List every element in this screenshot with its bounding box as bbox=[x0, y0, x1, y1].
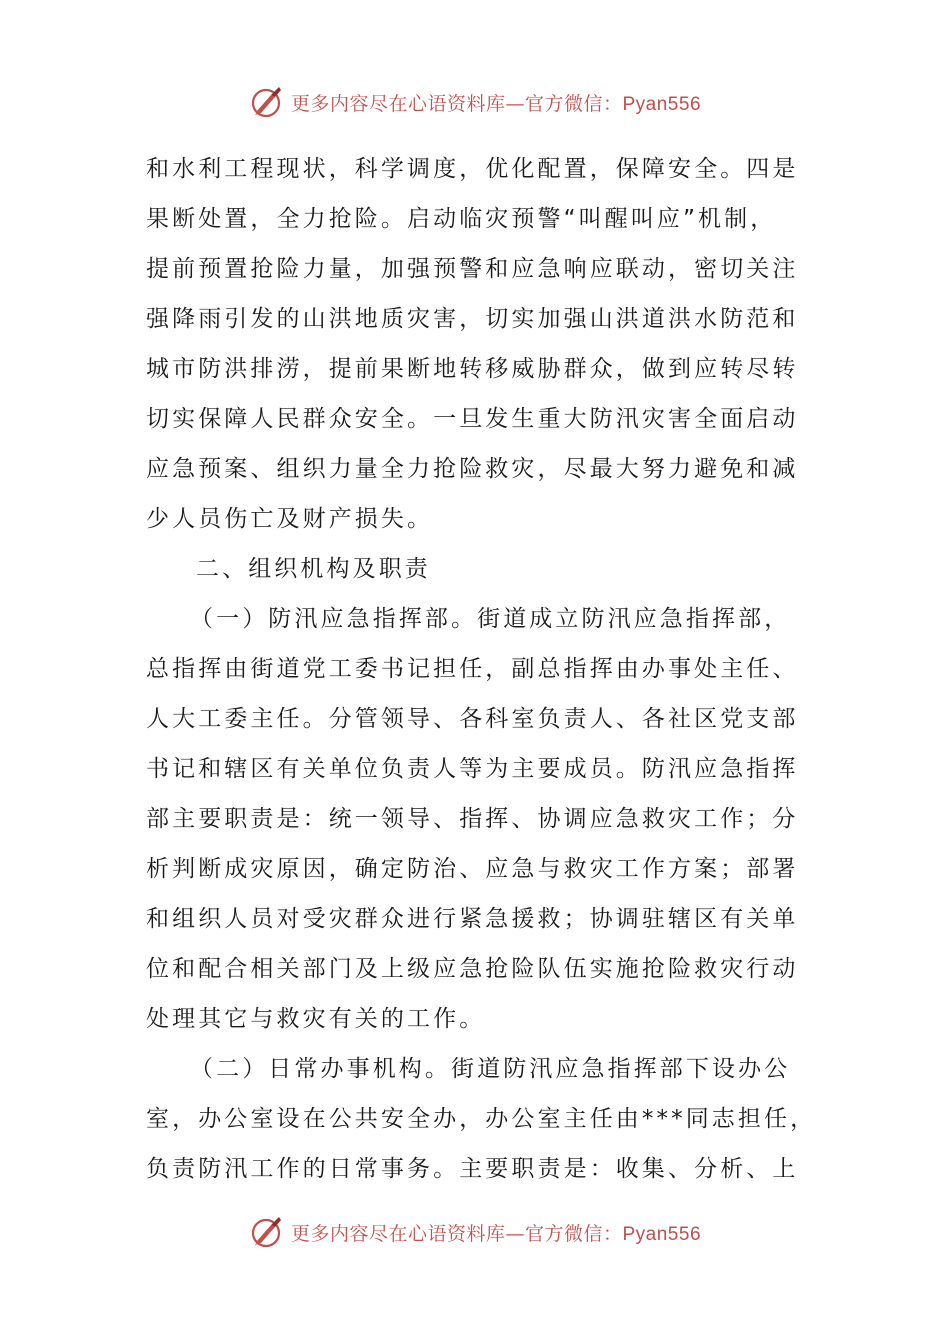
paragraph-line: 少人员伤亡及财产损失。 bbox=[146, 506, 434, 532]
section-heading: 二、组织机构及职责 bbox=[196, 556, 431, 582]
watermark-text: 更多内容尽在心语资料库—官方微信：Pyan556 bbox=[290, 1222, 702, 1245]
document-body bbox=[146, 144, 817, 1194]
wechat-id: Pyan556 bbox=[622, 93, 702, 115]
paragraph-line: 城市防洪排涝，提前果断地转移威胁群众，做到应转尽转 bbox=[146, 356, 799, 382]
paragraph-line: 书记和辖区有关单位负责人等为主要成员。防汛应急指挥 bbox=[146, 756, 799, 782]
paragraph-line: 位和配合相关部门及上级应急抢险队伍实施抢险救灾行动 bbox=[146, 956, 799, 982]
paragraph-line: 总指挥由街道党工委书记担任，副总指挥由办事处主任、 bbox=[146, 656, 799, 682]
paragraph-line: 室，办公室设在公共安全办，办公室主任由***同志担任， bbox=[146, 1106, 817, 1132]
paragraph-line: 负责防汛工作的日常事务。主要职责是：收集、分析、上 bbox=[146, 1156, 799, 1182]
paragraph-line: 部主要职责是：统一领导、指挥、协调应急救灾工作；分 bbox=[146, 806, 799, 832]
paragraph-line: 人大工委主任。分管领导、各科室负责人、各社区党支部 bbox=[146, 706, 799, 732]
pen-circle-logo-icon bbox=[249, 84, 285, 120]
paragraph-line: 果断处置，全力抢险。启动临灾预警“叫醒叫应”机制， bbox=[146, 206, 777, 232]
paragraph-line: （一）防汛应急指挥部。街道成立防汛应急指挥部， bbox=[190, 606, 791, 632]
footer-watermark bbox=[0, 1212, 950, 1252]
paragraph-line: 切实保障人民群众安全。一旦发生重大防汛灾害全面启动 bbox=[146, 406, 799, 432]
watermark-text: 更多内容尽在心语资料库—官方微信：Pyan556 bbox=[290, 92, 702, 115]
pen-circle-logo-icon bbox=[249, 1214, 285, 1250]
paragraph-line: 和水利工程现状，科学调度，优化配置，保障安全。四是 bbox=[146, 156, 799, 182]
paragraph-line: 析判断成灾原因，确定防治、应急与救灾工作方案；部署 bbox=[146, 856, 799, 882]
paragraph-line: 强降雨引发的山洪地质灾害，切实加强山洪道洪水防范和 bbox=[146, 306, 799, 332]
paragraph-line: 和组织人员对受灾群众进行紧急援救；协调驻辖区有关单 bbox=[146, 906, 799, 932]
header-watermark bbox=[0, 82, 950, 122]
paragraph-line: 应急预案、组织力量全力抢险救灾，尽最大努力避免和减 bbox=[146, 456, 799, 482]
paragraph-line: （二）日常办事机构。街道防汛应急指挥部下设办公 bbox=[190, 1056, 791, 1082]
paragraph-line: 提前预置抢险力量，加强预警和应急响应联动，密切关注 bbox=[146, 256, 799, 282]
wechat-id: Pyan556 bbox=[622, 1223, 702, 1245]
paragraph-line: 处理其它与救灾有关的工作。 bbox=[146, 1006, 486, 1032]
